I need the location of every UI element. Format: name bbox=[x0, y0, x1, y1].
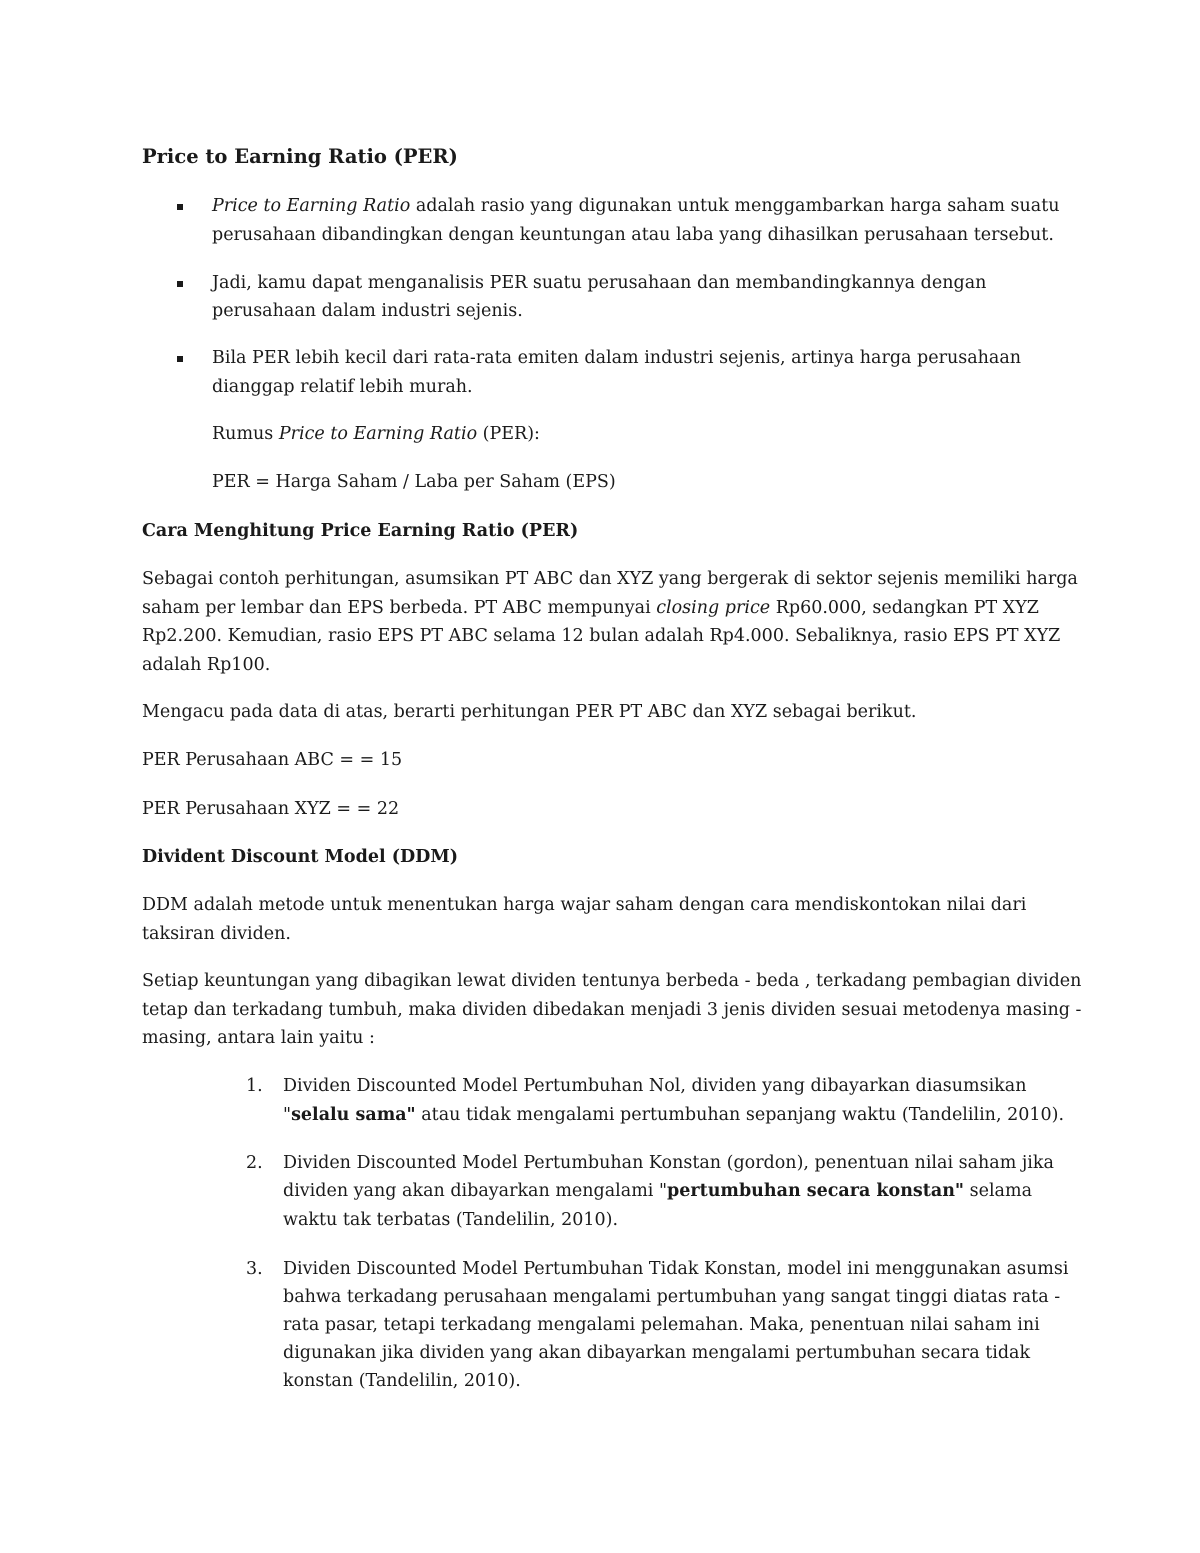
ddm-definition-line-2: taksiran dividen. bbox=[142, 924, 291, 944]
model-3-line-3: rata pasar, tetapi terkadang mengalami pelemahan. Maka, penentuan nilai saham ini bbox=[283, 1315, 1040, 1335]
bullet-3-line-1: Bila PER lebih kecil dari rata-rata emiten dalam industri sejenis, artinya harga perusahaan bbox=[212, 348, 1022, 368]
section-heading-ddm: Divident Discount Model (DDM) bbox=[142, 847, 458, 867]
example-line-1: Sebagai contoh perhitungan, asumsikan PT ABC dan XYZ yang bergerak di sektor sejenis memiliki harga bbox=[142, 569, 1078, 589]
model-3-line-1: Dividen Discounted Model Pertumbuhan Tidak Konstan, model ini menggunakan asumsi bbox=[283, 1259, 1069, 1279]
ddm-definition-line-1: DDM adalah metode untuk menentukan harga wajar saham dengan cara mendiskontokan nilai dari bbox=[142, 895, 1027, 915]
formula-text: PER = Harga Saham / Laba per Saham (EPS) bbox=[212, 472, 616, 492]
model-3-line-2: bahwa terkadang perusahaan mengalami pertumbuhan yang sangat tinggi diatas rata - bbox=[283, 1287, 1061, 1307]
model-3-line-5: konstan (Tandelilin, 2010). bbox=[283, 1371, 521, 1391]
model-1-line-1: Dividen Discounted Model Pertumbuhan Nol, dividen yang dibayarkan diasumsikan bbox=[283, 1076, 1027, 1096]
list-number: 1. bbox=[246, 1076, 263, 1096]
model-2-line-3: waktu tak terbatas (Tandelilin, 2010). bbox=[283, 1210, 619, 1230]
bullet-marker bbox=[177, 356, 183, 362]
bullet-1-line-1: Price to Earning Ratio adalah rasio yang digunakan untuk menggambarkan harga saham suatu bbox=[212, 196, 1060, 216]
model-2-line-2: dividen yang akan dibayarkan mengalami "pertumbuhan secara konstan" selama bbox=[283, 1181, 1033, 1201]
model-3-line-4: digunakan jika dividen yang akan dibayarkan mengalami pertumbuhan secara tidak bbox=[283, 1343, 1031, 1363]
model-1-line-2: "selalu sama" atau tidak mengalami pertumbuhan sepanjang waktu (Tandelilin, 2010). bbox=[283, 1105, 1065, 1125]
model-2-line-1: Dividen Discounted Model Pertumbuhan Konstan (gordon), penentuan nilai saham jika bbox=[283, 1153, 1054, 1173]
refer-text: Mengacu pada data di atas, berarti perhitungan PER PT ABC dan XYZ sebagai berikut. bbox=[142, 702, 917, 722]
per-xyz-result: PER Perusahaan XYZ = = 22 bbox=[142, 799, 400, 819]
section-heading-calc: Cara Menghitung Price Earning Ratio (PER) bbox=[142, 521, 579, 541]
example-line-3: Rp2.200. Kemudian, rasio EPS PT ABC selama 12 bulan adalah Rp4.000. Sebaliknya, rasio EPS PT XYZ bbox=[142, 626, 1061, 646]
section-heading-per: Price to Earning Ratio (PER) bbox=[142, 145, 458, 168]
bullet-2-line-1: Jadi, kamu dapat menganalisis PER suatu perusahaan dan membandingkannya dengan bbox=[212, 273, 987, 293]
dividend-intro-line-1: Setiap keuntungan yang dibagikan lewat dividen tentunya berbeda - beda , terkadang pembagian dividen bbox=[142, 971, 1082, 991]
list-number: 3. bbox=[246, 1259, 263, 1279]
bullet-3-line-2: dianggap relatif lebih murah. bbox=[212, 377, 473, 397]
bullet-1-line-2: perusahaan dibandingkan dengan keuntungan atau laba yang dihasilkan perusahaan tersebut. bbox=[212, 225, 1054, 245]
example-line-2: saham per lembar dan EPS berbeda. PT ABC mempunyai closing price Rp60.000, sedangkan PT XYZ bbox=[142, 598, 1039, 618]
example-line-4: adalah Rp100. bbox=[142, 655, 271, 675]
bullet-2-line-2: perusahaan dalam industri sejenis. bbox=[212, 301, 523, 321]
dividend-intro-line-3: masing, antara lain yaitu : bbox=[142, 1028, 375, 1048]
per-abc-result: PER Perusahaan ABC = = 15 bbox=[142, 750, 403, 770]
dividend-intro-line-2: tetap dan terkadang tumbuh, maka dividen dibedakan menjadi 3 jenis dividen sesuai metodenya masing - bbox=[142, 1000, 1082, 1020]
bullet-marker bbox=[177, 281, 183, 287]
bullet-marker bbox=[177, 204, 183, 210]
formula-intro: Rumus Price to Earning Ratio (PER): bbox=[212, 424, 540, 444]
list-number: 2. bbox=[246, 1153, 263, 1173]
